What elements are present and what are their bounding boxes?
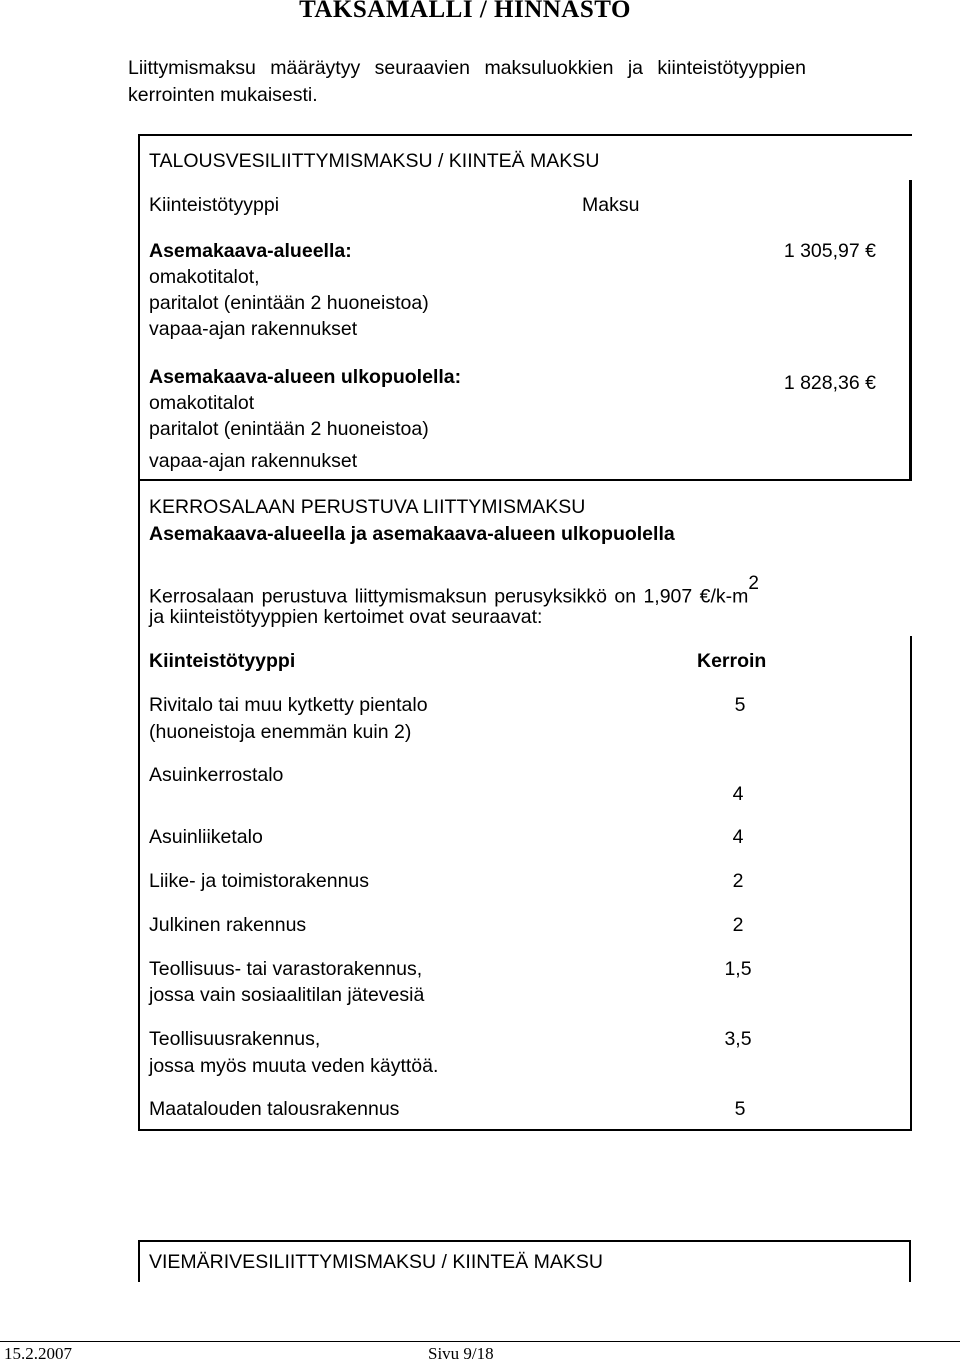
floor-fee-heading: KERROSALAAN PERUSTUVA LIITTYMISMAKSU — [149, 496, 586, 518]
outside-type-3: vapaa-ajan rakennukset — [149, 450, 358, 472]
inside-type-3: vapaa-ajan rakennukset — [149, 318, 358, 340]
footer-date: 15.2.2007 — [4, 1344, 72, 1363]
col-header-fee: Maksu — [582, 194, 640, 216]
coef-row-2-type: Asuinkerrostalo — [149, 764, 284, 786]
coef-intro-text: ja kiinteistötyyppien kertoimet ovat seuraavat: — [149, 606, 543, 628]
outside-area-label: Asemakaava-alueen ulkopuolella: — [149, 366, 462, 388]
coef-row-5-value: 2 — [732, 914, 744, 936]
coef-row-6-type-a: Teollisuus- tai varastorakennus, — [149, 958, 423, 980]
box-right-line — [909, 180, 911, 480]
inside-area-label: Asemakaava-alueella: — [149, 240, 352, 262]
coef-row-2-value: 4 — [732, 783, 744, 805]
floor-fee-subheading: Asemakaava-alueella ja asemakaava-alueen ulkopuolella — [149, 523, 675, 545]
coef-row-7-value: 3,5 — [724, 1028, 752, 1050]
coef-row-7-type-b: jossa myös muuta veden käyttöä. — [149, 1055, 439, 1077]
footer-rule — [0, 1341, 960, 1342]
coef-row-6-type-b: jossa vain sosiaalitilan jätevesiä — [149, 984, 425, 1006]
coef-row-8-value: 5 — [734, 1098, 746, 1120]
coef-col-coef: Kerroin — [697, 650, 767, 672]
sewer-fee-heading: VIEMÄRIVESILIITTYMISMAKSU / KIINTEÄ MAKSU — [149, 1251, 604, 1273]
coef-row-6-value: 1,5 — [724, 958, 752, 980]
page-title: TAKSAMALLI / HINNASTO — [299, 0, 631, 23]
inside-type-2: paritalot (enintään 2 huoneistoa) — [149, 292, 429, 314]
outside-type-1: omakotitalot — [149, 392, 255, 414]
outside-type-2: paritalot (enintään 2 huoneistoa) — [149, 418, 429, 440]
outside-fee: 1 828,36 € — [783, 372, 876, 394]
coef-row-8-type: Maatalouden talousrakennus — [149, 1098, 400, 1120]
col-header-type: Kiinteistötyyppi — [149, 194, 280, 216]
intro-line-2: kerrointen mukaisesti. — [128, 84, 318, 106]
unit-price-text: Kerrosalaan perustuva liittymismaksun perusyksikkö on 1,907 $€/k-m^2$ — [149, 573, 759, 608]
coef-row-1-value: 5 — [734, 694, 746, 716]
inside-type-1: omakotitalot, — [149, 266, 260, 288]
inside-fee: 1 305,97 € — [783, 240, 876, 262]
coef-row-1-type-a: Rivitalo tai muu kytketty pientalo — [149, 694, 428, 716]
sewer-box-top — [138, 1240, 911, 1242]
footer-page-number: Sivu 9/18 — [428, 1344, 494, 1363]
coef-row-7-type-a: Teollisuusrakennus, — [149, 1028, 321, 1050]
coef-row-4-value: 2 — [732, 870, 744, 892]
box-gap — [909, 136, 913, 180]
sewer-box-left — [138, 1240, 140, 1282]
section-divider — [138, 479, 911, 481]
box-gap-2 — [909, 481, 913, 636]
coef-row-3-type: Asuinliiketalo — [149, 826, 263, 848]
coef-col-type: Kiinteistötyyppi — [149, 650, 296, 672]
coef-row-1-type-b: (huoneistoja enemmän kuin 2) — [149, 721, 412, 743]
fixed-fee-heading: TALOUSVESILIITTYMISMAKSU / KIINTEÄ MAKSU — [149, 150, 600, 172]
coef-row-3-value: 4 — [732, 826, 744, 848]
coef-row-4-type: Liike- ja toimistorakennus — [149, 870, 370, 892]
intro-line-1: Liittymismaksu määräytyy seuraavien maksuluokkien ja kiinteistötyyppien — [128, 57, 806, 79]
sewer-box-right — [909, 1240, 911, 1282]
coef-row-5-type: Julkinen rakennus — [149, 914, 307, 936]
unit-sup: 2 — [748, 573, 759, 594]
